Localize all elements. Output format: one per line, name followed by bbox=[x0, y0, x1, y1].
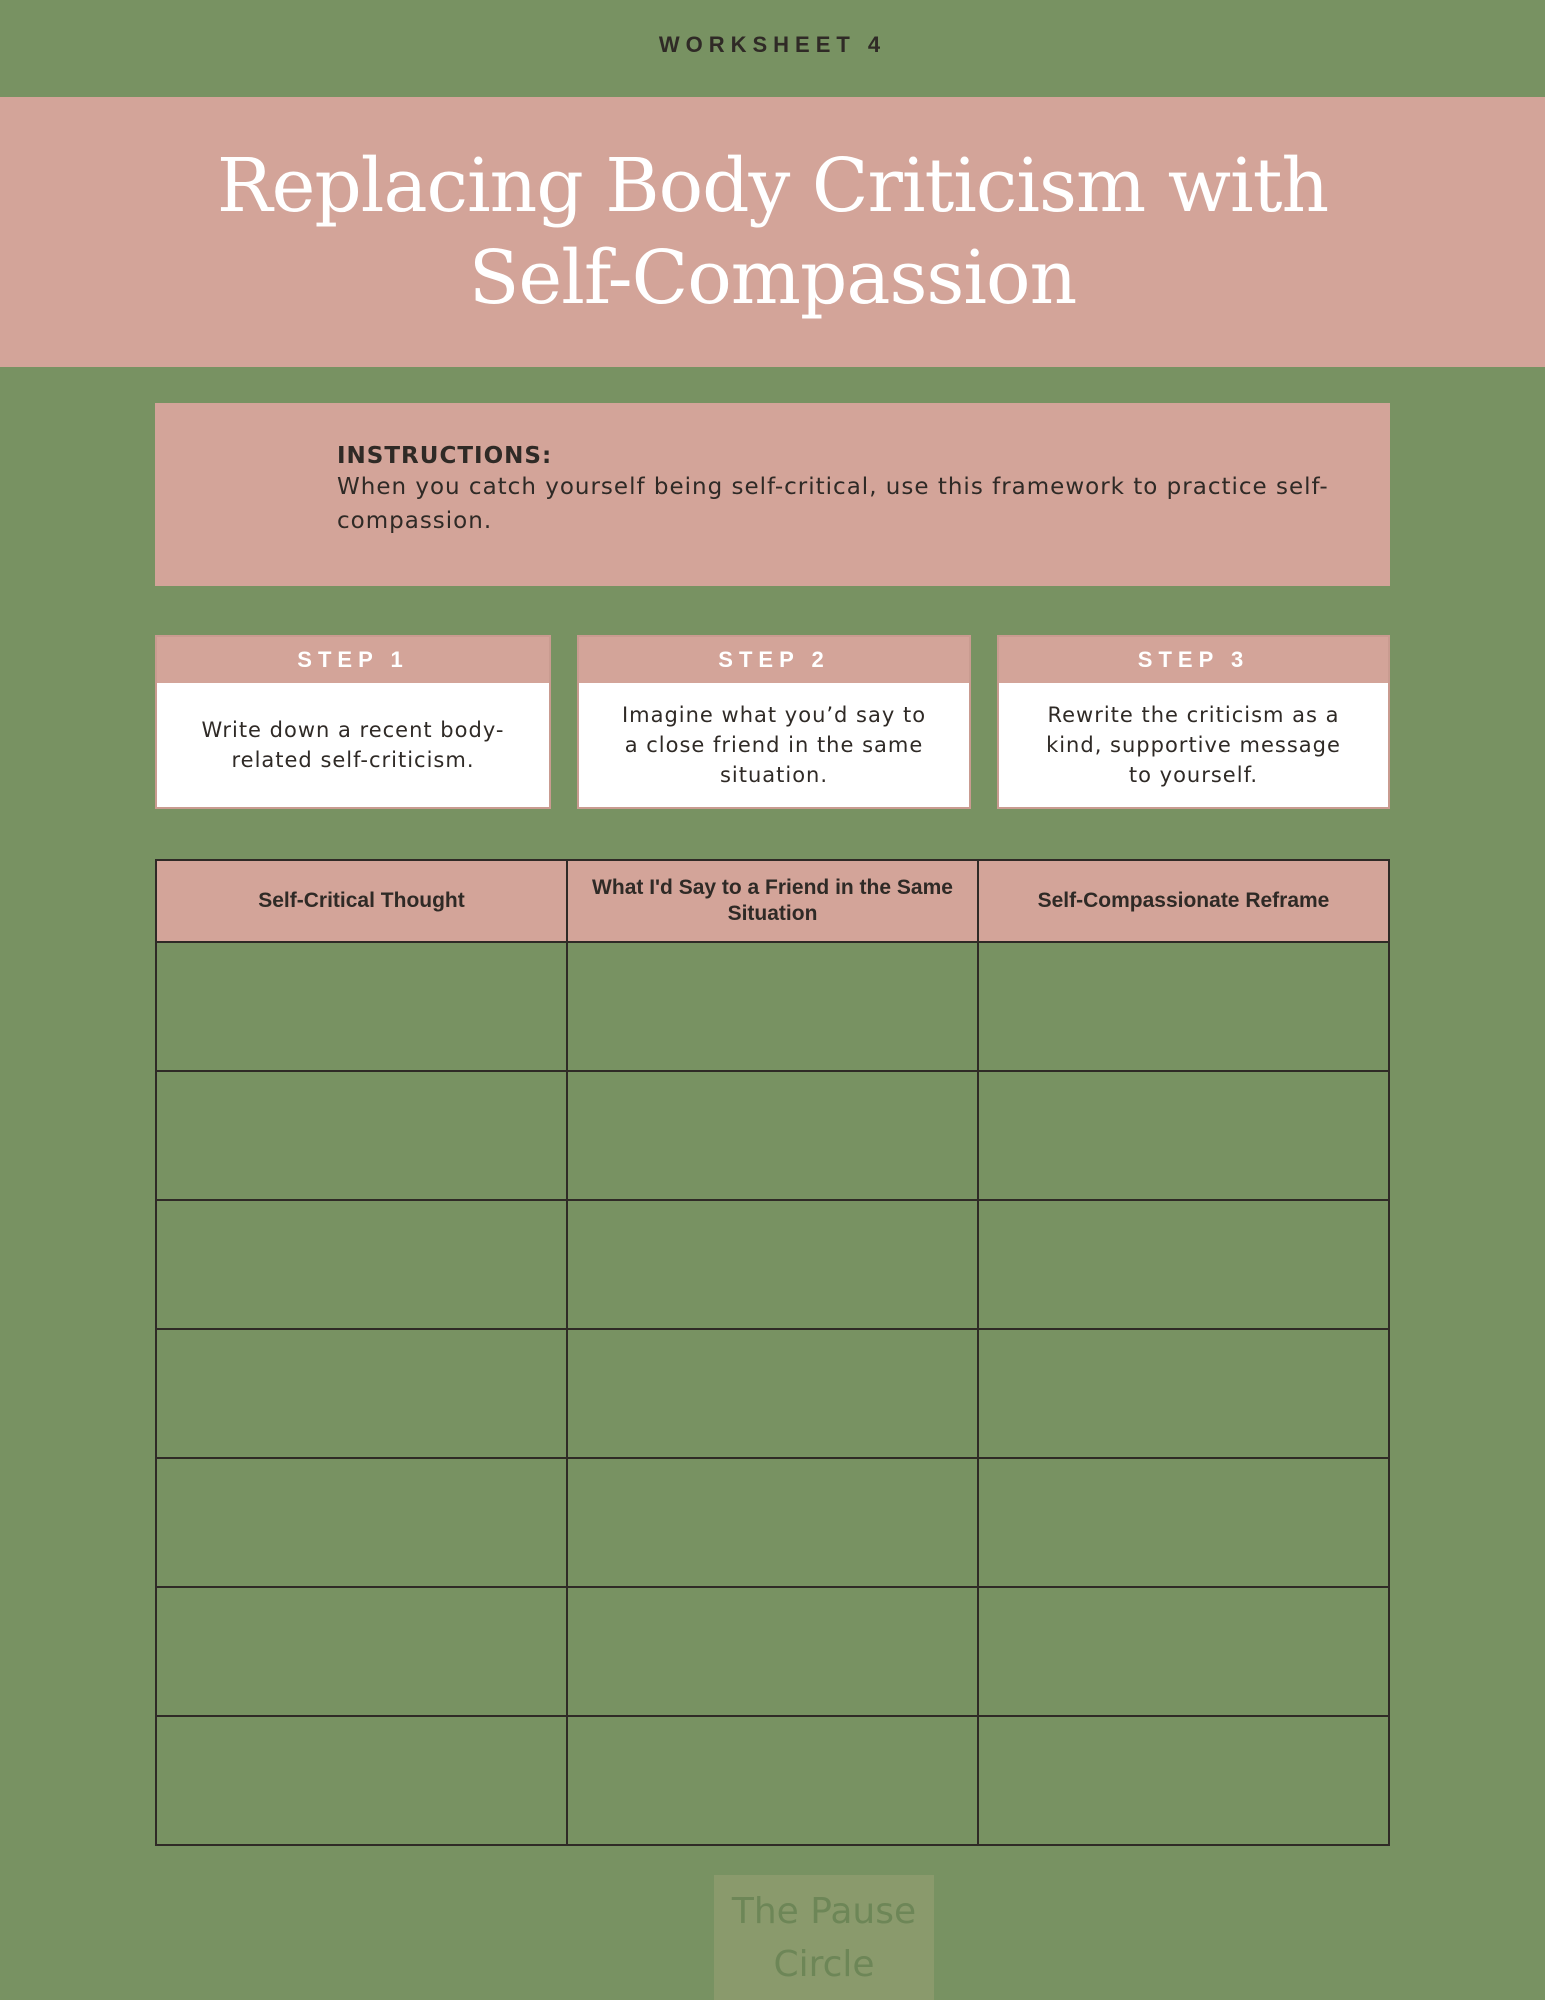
instructions-box bbox=[155, 403, 1390, 586]
table-cell[interactable] bbox=[978, 1329, 1389, 1458]
table-cell[interactable] bbox=[978, 1587, 1389, 1716]
table-header-row bbox=[156, 860, 1389, 942]
column-header: What I'd Say to a Friend in the Same Situation bbox=[567, 860, 978, 942]
table-cell[interactable] bbox=[156, 1587, 567, 1716]
table-cell[interactable] bbox=[156, 1716, 567, 1845]
table-cell[interactable] bbox=[567, 942, 978, 1071]
table-cell[interactable] bbox=[978, 1200, 1389, 1329]
table-cell[interactable] bbox=[978, 1458, 1389, 1587]
table-cell[interactable] bbox=[567, 1329, 978, 1458]
table-cell[interactable] bbox=[156, 1458, 567, 1587]
reframe-table bbox=[155, 859, 1390, 1846]
column-header: Self-Critical Thought bbox=[156, 860, 567, 942]
page-title: Replacing Body Criticism with Self-Compassion bbox=[216, 143, 1329, 321]
step-text: Imagine what you’d say to a close friend in the same situation. bbox=[621, 703, 927, 787]
step-card-2 bbox=[577, 635, 971, 809]
column-header: Self-Compassionate Reframe bbox=[978, 860, 1389, 942]
table-cell[interactable] bbox=[567, 1587, 978, 1716]
table-cell[interactable] bbox=[567, 1071, 978, 1200]
instructions-heading: INSTRUCTIONS: bbox=[337, 443, 553, 469]
table-cell[interactable] bbox=[156, 1071, 567, 1200]
table-cell[interactable] bbox=[978, 942, 1389, 1071]
step-text: Write down a recent body-related self-criticism. bbox=[201, 718, 505, 772]
table-row bbox=[156, 1200, 1389, 1329]
table-cell[interactable] bbox=[156, 1329, 567, 1458]
step-label: STEP 1 bbox=[157, 637, 549, 683]
table-cell[interactable] bbox=[567, 1200, 978, 1329]
table-row bbox=[156, 1071, 1389, 1200]
step-card-3 bbox=[997, 635, 1390, 809]
table-row bbox=[156, 1587, 1389, 1716]
instructions-text: When you catch yourself being self-critical, use this framework to practice self-compassion. bbox=[337, 474, 1329, 534]
table-row bbox=[156, 942, 1389, 1071]
step-label: STEP 2 bbox=[579, 637, 969, 683]
table-cell[interactable] bbox=[567, 1458, 978, 1587]
step-text: Rewrite the criticism as a kind, supportive message to yourself. bbox=[1046, 703, 1341, 787]
table-cell[interactable] bbox=[156, 942, 567, 1071]
table-row bbox=[156, 1329, 1389, 1458]
table-row bbox=[156, 1458, 1389, 1587]
brand-logo: The Pause Circle bbox=[714, 1875, 934, 2000]
worksheet-number: WORKSHEET 4 bbox=[658, 32, 887, 57]
step-label: STEP 3 bbox=[999, 637, 1388, 683]
table-row bbox=[156, 1716, 1389, 1845]
table-cell[interactable] bbox=[156, 1200, 567, 1329]
table-cell[interactable] bbox=[567, 1716, 978, 1845]
table-cell[interactable] bbox=[978, 1716, 1389, 1845]
table-cell[interactable] bbox=[978, 1071, 1389, 1200]
title-banner bbox=[0, 97, 1545, 367]
step-card-1 bbox=[155, 635, 551, 809]
